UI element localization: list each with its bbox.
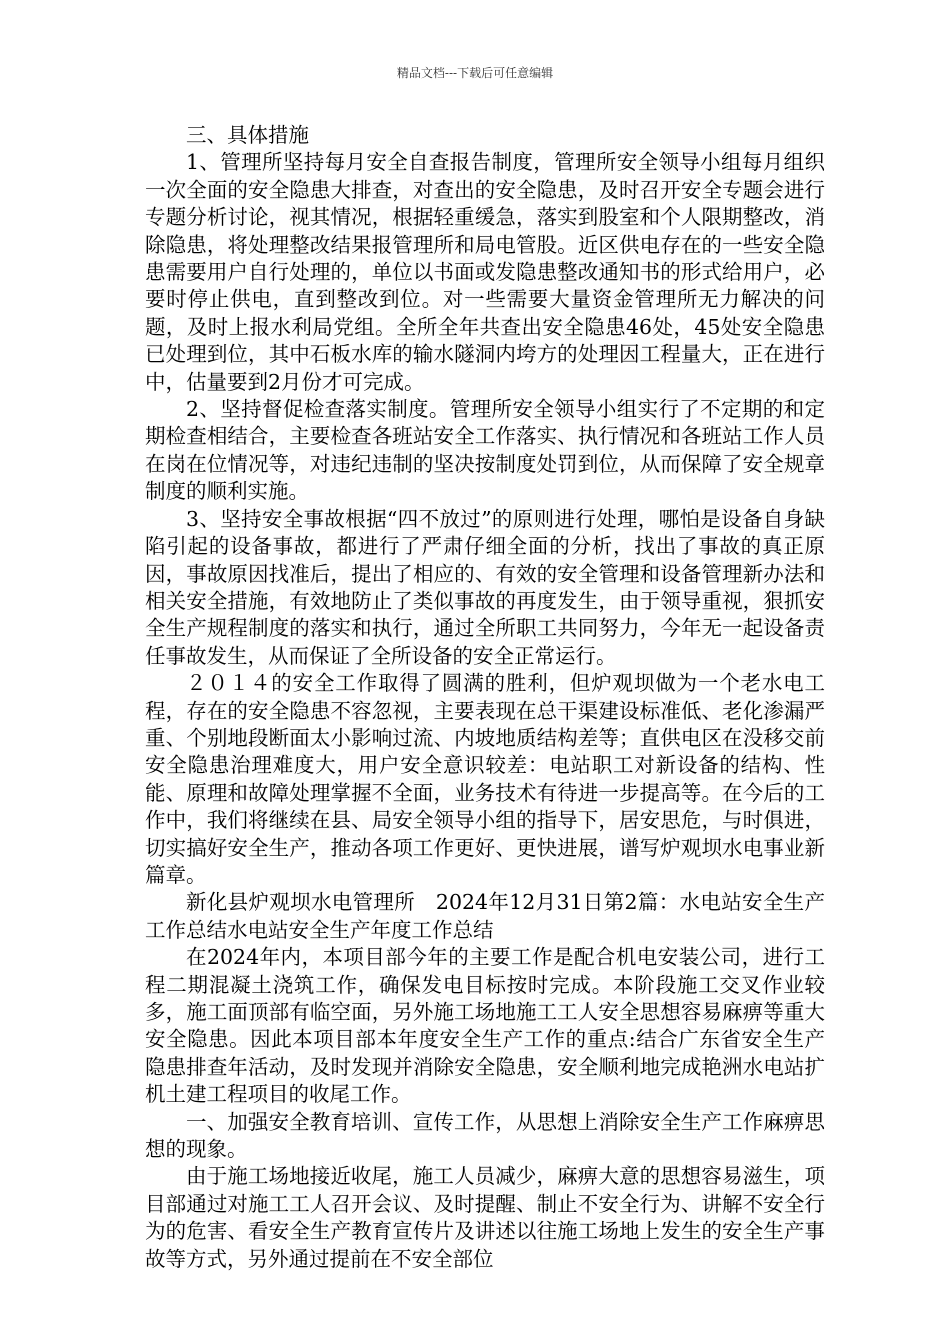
section-heading: 三、具体措施 — [186, 123, 309, 147]
paragraph: 2、坚持督促检查落实制度。管理所安全领导小组实行了不定期的和定期检查相结合，主要检查各班站安全工作落实、执行情况和各班站工作人员在岗在位情况等，对违纪违制的坚决按制度处罚到位，从而保障了安全规章制度的顺利实施。 — [145, 397, 825, 504]
paragraph: 由于施工场地接近收尾，施工人员减少，麻痹大意的思想容易滋生，项目部通过对施工工人召开会议、及时提醒、制止不安全行为、讲解不安全行为的危害、看安全生产教育宣传片及讲述以往施工场地上发生的安全生产事故等方式，另外通过提前在不安全部位 — [145, 1164, 825, 1271]
document-body — [145, 122, 825, 1273]
paragraph: 新化县炉观坝水电管理所 2024年12月31日第2篇：水电站安全生产工作总结水电站安全生产年度工作总结 — [145, 890, 825, 942]
paragraph: 在2024年内，本项目部今年的主要工作是配合机电安装公司，进行工程二期混凝土浇筑工作，确保发电目标按时完成。本阶段施工交叉作业较多，施工面顶部有临空面，另外施工场地施工工人安全思想容易麻痹等重大安全隐患。因此本项目部本年度安全生产工作的重点:结合广东省安全生产隐患排查年活动，及时发现并消除安全隐患，安全顺利地完成艳洲水电站扩机土建工程项目的收尾工作。 — [145, 945, 825, 1107]
paragraph: 1、管理所坚持每月安全自查报告制度，管理所安全领导小组每月组织一次全面的安全隐患大排查，对查出的安全隐患，及时召开安全专题会进行专题分析讨论，视其情况，根据轻重缓急，落实到股室和个人限期整改，消除隐患，将处理整改结果报管理所和局电管股。近区供电存在的一些安全隐患需要用户自行处理的，单位以书面或发隐患整改通知书的形式给用户，必要时停止供电，直到整改到位。对一些需要大量资金管理所无力解决的问题，及时上报水利局党组。全所全年共查出安全隐患46处，45处安全隐患已处理到位，其中石板水库的输水隧洞内垮方的处理因工程量大，正在进行中，估量要到2月份才可完成。 — [145, 150, 825, 394]
paragraph: 3、坚持安全事故根据“四不放过”的原则进行处理，哪怕是设备自身缺陷引起的设备事故，都进行了严肃仔细全面的分析，找出了事故的真正原因，事故原因找准后，提出了相应的、有效的安全管理和设备管理新办法和相关安全措施，有效地防止了类似事故的再度发生，由于领导重视，狠抓安全生产规程制度的落实和执行，通过全所职工共同努力，今年无一起设备责任事故发生，从而保证了全所设备的安全正常运行。 — [145, 506, 825, 668]
section-heading: 一、加强安全教育培训、宣传工作，从思想上消除安全生产工作麻痹思想的现象。 — [145, 1109, 825, 1162]
paragraph: ２０１４的安全工作取得了圆满的胜利，但炉观坝做为一个老水电工程，存在的安全隐患不容忽视，主要表现在总干渠建设标准低、老化渗漏严重、个别地段断面太小影响过流、内坡地质结构差等；直供电区在没移交前安全隐患治理难度大，用户安全意识较差：电站职工对新设备的结构、性能、原理和故障处理掌握不全面，业务技术有待进一步提高等。在今后的工作中，我们将继续在县、局安全领导小组的指导下，居安思危，与时俱进，切实搞好安全生产，推动各项工作更好、更快进展，谱写炉观坝水电事业新篇章。 — [145, 671, 825, 887]
page-header: 精品文档---下载后可任意编辑 — [396, 66, 554, 80]
